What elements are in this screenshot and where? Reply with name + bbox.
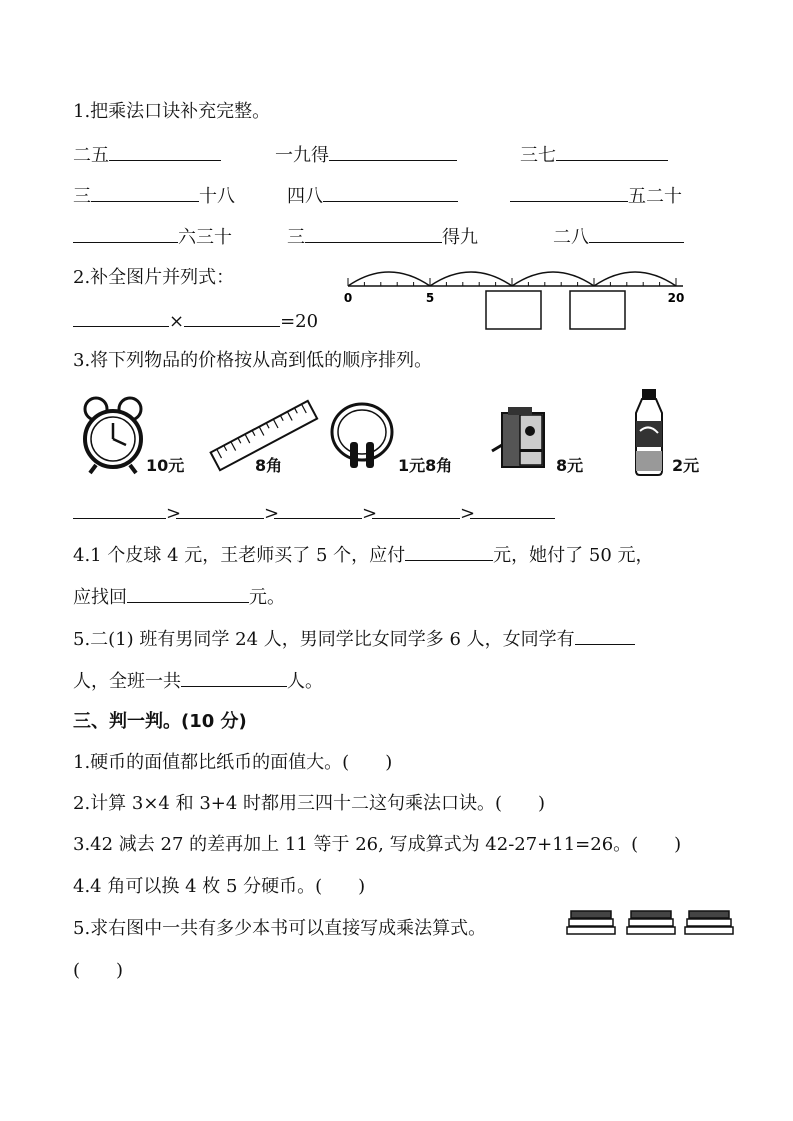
- q1-r2-c3: 五二十: [510, 183, 682, 209]
- q2-equation: × =20: [73, 308, 318, 334]
- answer-blank[interactable]: [323, 183, 458, 202]
- book: [687, 919, 731, 926]
- judge-item-5[interactable]: 5.求右图中一共有多少本书可以直接写成乘法算式。: [73, 918, 487, 939]
- answer-blank[interactable]: [73, 308, 169, 327]
- answer-box[interactable]: [486, 291, 541, 329]
- book-stacks-icon: [565, 905, 740, 939]
- price-label: 10元: [146, 456, 185, 475]
- answer-blank[interactable]: [176, 500, 264, 519]
- book: [569, 919, 613, 926]
- q1-r2-c1: 三 十八: [73, 183, 235, 209]
- jump-arc: [512, 272, 594, 286]
- answer-blank[interactable]: [510, 183, 628, 202]
- price-label: 8角: [255, 456, 283, 475]
- tick-label: 20: [667, 291, 685, 305]
- q4-line2: 应找回 元。: [73, 584, 285, 610]
- book: [689, 911, 729, 918]
- answer-blank[interactable]: [73, 224, 178, 243]
- judge-item-2[interactable]: 2.计算 3×4 和 3+4 时都用三四十二这句乘法口诀。( ): [73, 793, 546, 814]
- q1-r1-c3: 三七: [520, 142, 668, 168]
- q1-r3-c3: 二八: [553, 224, 684, 250]
- tick-label: 0: [343, 291, 353, 305]
- book: [567, 927, 615, 934]
- q2-title: 2.补全图片并列式：: [73, 267, 235, 288]
- price-label: 1元8角: [398, 456, 453, 475]
- answer-blank[interactable]: [589, 224, 684, 243]
- judge-item-1[interactable]: 1.硬币的面值都比纸币的面值大。( ): [73, 752, 393, 773]
- tick-label: 5: [425, 291, 435, 305]
- judge-item-4[interactable]: 4.4 角可以换 4 枚 5 分硬币。( ): [73, 876, 366, 897]
- book: [629, 919, 673, 926]
- price-label: 2元: [672, 456, 700, 475]
- q1-r1-c2: 一九得: [275, 142, 457, 168]
- water-bottle-icon: [628, 387, 670, 477]
- judge-item-5-paren[interactable]: ( ): [73, 960, 124, 981]
- alarm-clock-icon: [80, 395, 146, 477]
- jump-arc: [594, 272, 676, 286]
- answer-blank[interactable]: [405, 542, 493, 561]
- price-label: 8元: [556, 456, 584, 475]
- book: [571, 911, 611, 918]
- book: [685, 927, 733, 934]
- answer-box[interactable]: [570, 291, 625, 329]
- jump-arc: [430, 272, 512, 286]
- answer-blank[interactable]: [305, 224, 442, 243]
- jump-rope-icon: [326, 402, 398, 474]
- book: [627, 927, 675, 934]
- q4-line1: 4.1 个皮球 4 元，王老师买了 5 个，应付 元，她付了 50 元，: [73, 542, 654, 568]
- number-line-diagram: [338, 258, 698, 338]
- q3-title: 3.将下列物品的价格按从高到低的顺序排列。: [73, 350, 433, 371]
- answer-blank[interactable]: [556, 142, 668, 161]
- answer-blank[interactable]: [127, 584, 249, 603]
- answer-blank[interactable]: [184, 308, 280, 327]
- answer-blank[interactable]: [274, 500, 362, 519]
- q1-r1-c1: 二五: [73, 142, 221, 168]
- q1-r2-c2: 四八: [287, 183, 458, 209]
- q1-r3-c2: 三 得九: [287, 224, 478, 250]
- answer-blank[interactable]: [329, 142, 457, 161]
- answer-blank[interactable]: [575, 626, 635, 645]
- answer-blank[interactable]: [181, 668, 287, 687]
- q1-title: 1.把乘法口诀补充完整。: [73, 101, 271, 122]
- answer-blank[interactable]: [372, 500, 460, 519]
- answer-blank[interactable]: [91, 183, 199, 202]
- q5-line1: 5.二(1) 班有男同学 24 人，男同学比女同学多 6 人，女同学有: [73, 626, 635, 652]
- section-title: 三、判一判。(10 分): [73, 711, 247, 732]
- judge-item-3[interactable]: 3.42 减去 27 的差再加上 11 等于 26, 写成算式为 42-27+11=26。( ): [73, 834, 682, 855]
- answer-blank[interactable]: [109, 142, 221, 161]
- answer-blank[interactable]: [73, 500, 166, 519]
- jump-arc: [348, 272, 430, 286]
- answer-blank[interactable]: [470, 500, 555, 519]
- q1-r3-c1: 六三十: [73, 224, 232, 250]
- pencil-sharpener-icon: [490, 405, 556, 471]
- book: [631, 911, 671, 918]
- q5-line2: 人，全班一共 人。: [73, 668, 323, 694]
- q3-order-row: > > > >: [73, 500, 555, 526]
